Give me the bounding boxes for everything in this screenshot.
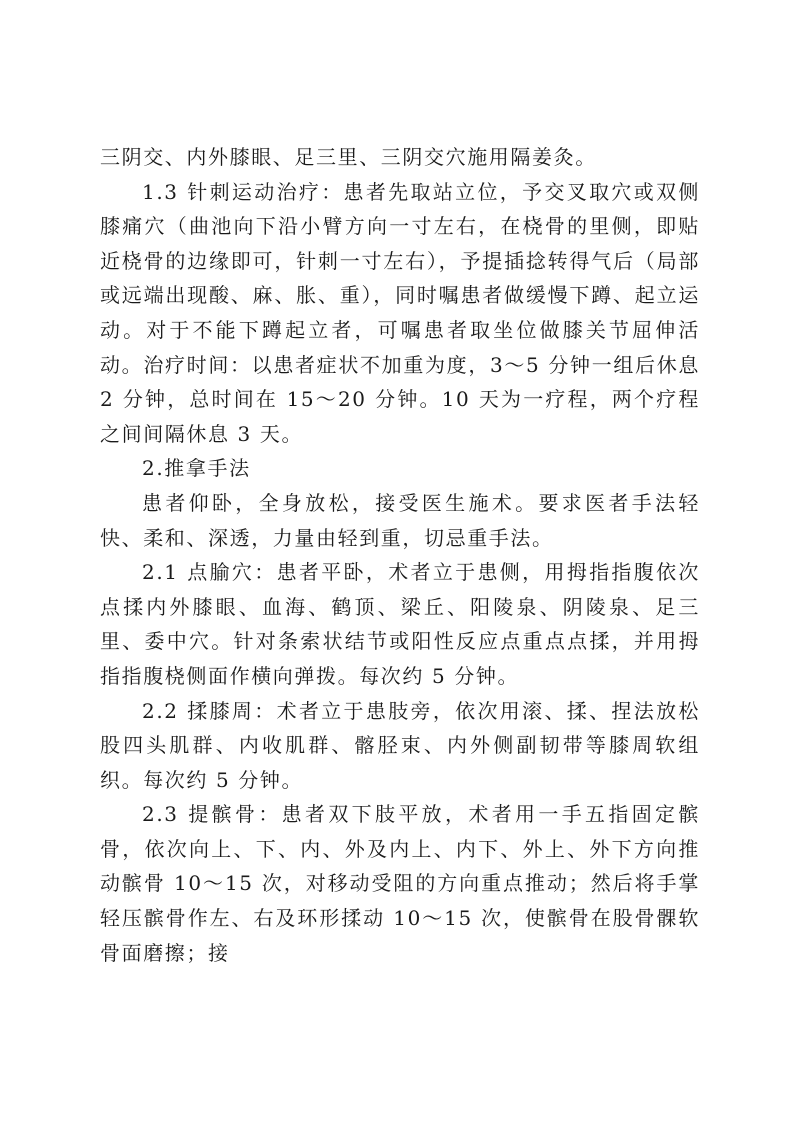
paragraph-acupuncture-motion-therapy: 1.3 针刺运动治疗：患者先取站立位，予交叉取穴或双侧膝痛穴（曲池向下沿小臂方向一寸左右，在桡骨的里侧，即贴近桡骨的边缘即可，针刺一寸左右），予提插捻转得气后（局部或远端出现酸、麻、胀、重），同时嘱患者做缓慢下蹲、起立运动。对于不能下蹲起立者，可嘱患者取坐位做膝关节屈伸活动。治疗时间：以患者症状不加重为度，3～5 分钟一组后休息 2 分钟，总时间在 15～20 分钟。10 天为一疗程，两个疗程之间间隔休息 3 天。 <box>100 179 700 446</box>
paragraph-knee-kneading: 2.2 揉膝周：术者立于患肢旁，依次用滚、揉、捏法放松股四头肌群、内收肌群、髂胫束、内外侧副韧带等膝周软组织。每次约 5 分钟。 <box>100 698 700 792</box>
paragraph-massage-intro: 患者仰卧，全身放松，接受医生施术。要求医者手法轻快、柔和、深透，力量由轻到重，切忌重手法。 <box>100 490 700 550</box>
document-page <box>100 140 700 970</box>
paragraph-patella-lift: 2.3 提髌骨：患者双下肢平放，术者用一手五指固定髌骨，依次向上、下、内、外及内上、内下、外上、外下方向推动髌骨 10～15 次，对移动受阻的方向重点推动；然后将手掌轻压髌骨作左、右及环形揉动 10～15 次，使髌骨在股骨髁软骨面磨擦；接 <box>100 802 700 965</box>
paragraph-moxibustion-continued: 三阴交、内外膝眼、足三里、三阴交穴施用隔姜灸。 <box>100 145 597 169</box>
section-heading-massage: 2.推拿手法 <box>142 456 251 481</box>
paragraph-point-acupoints: 2.1 点腧穴：患者平卧，术者立于患侧，用拇指指腹依次点揉内外膝眼、血海、鹤顶、梁丘、阳陵泉、阴陵泉、足三里、委中穴。针对条索状结节或阳性反应点重点点揉，并用拇指指腹桡侧面作横向弹拨。每次约 5 分钟。 <box>100 560 700 688</box>
